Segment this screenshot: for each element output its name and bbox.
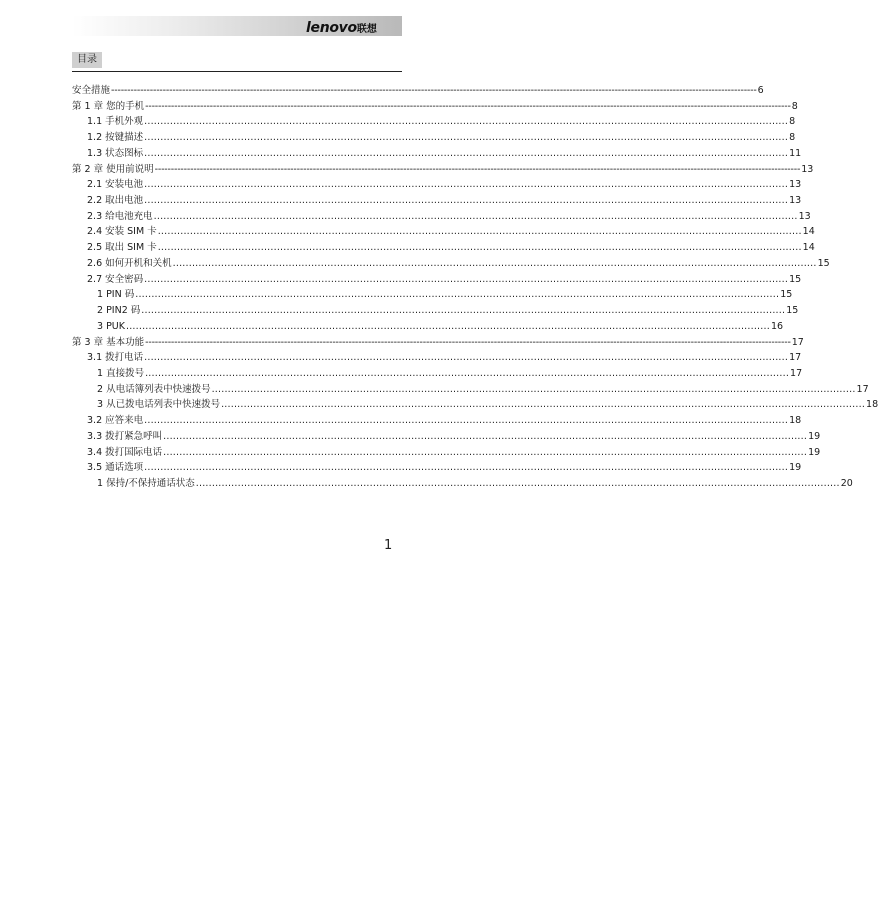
toc-entry[interactable] xyxy=(87,446,821,460)
toc-entry-page: 8 xyxy=(791,101,798,112)
toc-leader: -------------------------------------------------------------------------------------------------------------------------------------------------------------------------------------------------------- xyxy=(111,85,757,96)
toc-entry-page: 19 xyxy=(808,431,821,442)
toc-entry-title: 2.1 安装电池 xyxy=(87,179,144,190)
toc-entry[interactable] xyxy=(87,131,796,145)
toc-leader: -------------------------------------------------------------------------------------------------------------------------------------------------------------------------------------------------------- xyxy=(154,164,801,175)
toc-entry-page: 13 xyxy=(789,179,802,190)
toc-entry[interactable] xyxy=(87,147,802,161)
toc-entry-page: 13 xyxy=(801,164,814,175)
logo-latin: lenovo xyxy=(306,20,357,36)
toc-leader: ........................................................................................................................................................................................................ xyxy=(163,431,808,442)
toc-entry-title: 3.5 通话选项 xyxy=(87,462,144,473)
toc-entry[interactable] xyxy=(87,461,802,475)
toc-entry[interactable] xyxy=(72,336,804,350)
toc-entry-title: 2 从电话簿列表中快速拨号 xyxy=(97,384,211,395)
toc-entry-page: 15 xyxy=(817,258,830,269)
toc-entry-page: 13 xyxy=(798,211,811,222)
toc-entry-page: 18 xyxy=(866,399,878,410)
toc-entry-title: 2.2 取出电池 xyxy=(87,195,144,206)
toc-entry[interactable] xyxy=(87,351,802,365)
toc-entry[interactable] xyxy=(97,367,803,381)
toc-leader: ........................................................................................................................................................................................................ xyxy=(145,368,790,379)
toc-entry-title: 2.6 如何开机和关机 xyxy=(87,258,172,269)
toc-leader: -------------------------------------------------------------------------------------------------------------------------------------------------------------------------------------------------------- xyxy=(145,101,791,112)
toc-leader: ........................................................................................................................................................................................................ xyxy=(144,274,789,285)
toc-entry[interactable] xyxy=(87,225,815,239)
toc-entry[interactable] xyxy=(87,194,802,208)
toc-entry-title: 1.1 手机外观 xyxy=(87,116,144,127)
section-title: 目录 xyxy=(72,52,102,68)
toc-entry[interactable] xyxy=(72,163,814,177)
toc-entry[interactable] xyxy=(87,257,830,271)
toc-entry-title: 3.2 应答来电 xyxy=(87,415,144,426)
toc-entry[interactable] xyxy=(72,84,764,98)
toc-entry-page: 19 xyxy=(808,447,821,458)
toc-entry[interactable] xyxy=(87,115,796,129)
toc-leader: ........................................................................................................................................................................................................ xyxy=(144,179,789,190)
toc-entry-page: 17 xyxy=(790,368,803,379)
toc-entry-title: 1 直接拨号 xyxy=(97,368,145,379)
toc-leader: ........................................................................................................................................................................................................ xyxy=(163,447,808,458)
toc-entry[interactable] xyxy=(87,210,811,224)
toc-entry[interactable] xyxy=(87,430,821,444)
toc-leader: ........................................................................................................................................................................................................ xyxy=(141,305,786,316)
toc-entry-page: 17 xyxy=(856,384,869,395)
toc-leader: ........................................................................................................................................................................................................ xyxy=(144,132,789,143)
toc-entry[interactable] xyxy=(87,241,815,255)
toc-leader: ........................................................................................................................................................................................................ xyxy=(157,242,802,253)
toc-entry[interactable] xyxy=(97,304,799,318)
toc-leader: ........................................................................................................................................................................................................ xyxy=(195,478,840,489)
toc-entry[interactable] xyxy=(97,383,869,397)
toc-leader: ........................................................................................................................................................................................................ xyxy=(144,415,789,426)
toc-entry-title: 1.3 状态图标 xyxy=(87,148,144,159)
toc-leader: ........................................................................................................................................................................................................ xyxy=(135,289,780,300)
toc-entry-page: 20 xyxy=(840,478,853,489)
toc-entry-page: 8 xyxy=(789,116,796,127)
toc-entry-page: 6 xyxy=(757,85,764,96)
page-number: 1 xyxy=(384,538,393,553)
toc-entry-page: 17 xyxy=(789,352,802,363)
toc-leader: -------------------------------------------------------------------------------------------------------------------------------------------------------------------------------------------------------- xyxy=(145,337,791,348)
toc-leader: ........................................................................................................................................................................................................ xyxy=(153,211,798,222)
toc-leader: ........................................................................................................................................................................................................ xyxy=(144,116,789,127)
toc-entry[interactable] xyxy=(87,414,802,428)
toc-leader: ........................................................................................................................................................................................................ xyxy=(144,352,789,363)
toc-entry-title: 安全措施 xyxy=(72,85,111,96)
toc-entry-page: 17 xyxy=(791,337,804,348)
toc-entry-title: 3 从已拨电话列表中快速拨号 xyxy=(97,399,221,410)
toc-leader: ........................................................................................................................................................................................................ xyxy=(211,384,856,395)
toc-entry-page: 16 xyxy=(770,321,784,332)
toc-entry-title: 第 1 章 您的手机 xyxy=(72,101,145,112)
toc-entry-title: 3.3 拨打紧急呼叫 xyxy=(87,431,163,442)
toc-entry[interactable] xyxy=(97,320,784,334)
toc-entry-page: 15 xyxy=(780,289,793,300)
toc-leader: ........................................................................................................................................................................................................ xyxy=(144,195,789,206)
toc-entry-title: 3.1 拨打电话 xyxy=(87,352,144,363)
toc-entry-title: 3 PUK xyxy=(97,321,125,332)
toc-leader: ........................................................................................................................................................................................................ xyxy=(221,399,866,410)
toc-entry-title: 2 PIN2 码 xyxy=(97,305,141,316)
toc-leader: ........................................................................................................................................................................................................ xyxy=(144,462,789,473)
toc-entry[interactable] xyxy=(97,288,793,302)
toc-entry[interactable] xyxy=(97,477,853,491)
toc-leader: ........................................................................................................................................................................................................ xyxy=(125,321,770,332)
toc-entry[interactable] xyxy=(87,273,802,287)
toc-entry-page: 18 xyxy=(789,415,802,426)
toc-entry-page: 19 xyxy=(789,462,802,473)
toc-leader: ........................................................................................................................................................................................................ xyxy=(144,148,789,159)
toc-entry-title: 第 2 章 使用前说明 xyxy=(72,164,154,175)
toc-entry-title: 第 3 章 基本功能 xyxy=(72,337,145,348)
toc-entry-title: 1 PIN 码 xyxy=(97,289,135,300)
toc-entry-title: 2.4 安装 SIM 卡 xyxy=(87,226,157,237)
logo-cjk: 联想 xyxy=(356,24,377,35)
toc-entry-page: 14 xyxy=(802,226,815,237)
toc-entry-page: 8 xyxy=(789,132,796,143)
toc-entry-page: 13 xyxy=(789,195,802,206)
toc-entry-page: 15 xyxy=(786,305,799,316)
toc-entry-page: 15 xyxy=(789,274,802,285)
toc-entry-title: 2.3 给电池充电 xyxy=(87,211,153,222)
toc-entry-title: 3.4 拨打国际电话 xyxy=(87,447,163,458)
toc-entry-title: 2.5 取出 SIM 卡 xyxy=(87,242,157,253)
toc-entry[interactable] xyxy=(87,178,802,192)
toc-entry-page: 11 xyxy=(789,148,802,159)
toc-entry[interactable] xyxy=(97,398,878,412)
toc-leader: ........................................................................................................................................................................................................ xyxy=(157,226,802,237)
toc-entry-title: 1 保持/不保持通话状态 xyxy=(97,478,195,489)
toc-entry[interactable] xyxy=(72,100,798,114)
toc-entry-title: 2.7 安全密码 xyxy=(87,274,144,285)
toc-leader: ........................................................................................................................................................................................................ xyxy=(172,258,817,269)
toc-entry-title: 1.2 按键描述 xyxy=(87,132,144,143)
toc-entry-page: 14 xyxy=(802,242,815,253)
